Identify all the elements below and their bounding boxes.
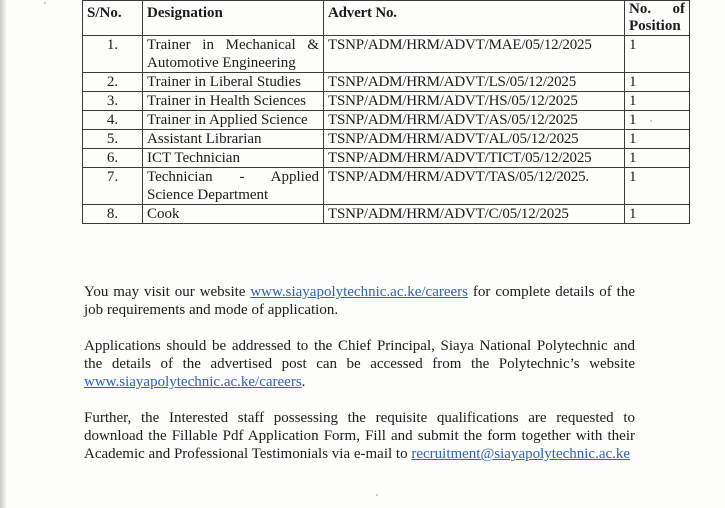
row-positions: 1	[625, 111, 690, 130]
careers-link[interactable]: www.siayapolytechnic.ac.ke/careers	[250, 284, 469, 300]
careers-link-2[interactable]: www.siayapolytechnic.ac.ke/careers	[84, 374, 302, 390]
table-row	[83, 205, 690, 224]
row-sno: 2.	[83, 73, 143, 92]
row-designation: Technician - Applied Science Department	[143, 168, 324, 205]
row-advert: TSNP/ADM/HRM/ADVT/TICT/05/12/2025	[324, 149, 625, 168]
row-advert: TSNP/ADM/HRM/ADVT/LS/05/12/2025	[324, 73, 625, 92]
header-sno: S/No.	[83, 1, 143, 36]
header-positions-position: Position	[629, 18, 681, 34]
header-positions-no: No.	[629, 1, 652, 17]
row-designation: Assistant Librarian	[143, 130, 324, 149]
paragraph-applications-text: Applications should be addressed to the Chief Principal, Siaya National Polytechnic and the details of the advertised post can be accessed from the Polytechnic’s website	[84, 338, 635, 372]
row-advert: TSNP/ADM/HRM/ADVT/MAE/05/12/2025	[324, 36, 625, 73]
scan-speck	[44, 2, 46, 4]
row-positions: 1	[625, 92, 690, 111]
header-advert-no: Advert No.	[324, 1, 625, 36]
recruitment-email-link[interactable]: recruitment@siayapolytechnic.ac.ke	[411, 446, 631, 462]
row-positions: 1	[625, 149, 690, 168]
row-positions: 1	[625, 205, 690, 224]
row-positions: 1	[625, 36, 690, 73]
table-row	[83, 149, 690, 168]
paragraph-applications	[84, 337, 635, 391]
vacancy-table	[82, 0, 690, 224]
scan-speck	[650, 120, 652, 122]
paragraph-website-text-end: for complete details of the job requirements and mode of application.	[84, 284, 635, 318]
body-text	[84, 283, 635, 481]
scan-speck	[376, 494, 378, 496]
row-designation: Trainer in Applied Science	[143, 111, 324, 130]
row-sno: 7.	[83, 168, 143, 205]
row-sno: 4.	[83, 111, 143, 130]
row-sno: 3.	[83, 92, 143, 111]
paragraph-submission-text: Further, the Interested staff possessing the requisite qualifications are requested to download the Fillable Pdf Application Form, Fill and submit the form together with their Academic and Professional Testimonials via e-mail to	[84, 410, 635, 462]
paragraph-submission	[84, 409, 635, 463]
header-positions	[625, 1, 690, 36]
paragraph-applications-end: .	[301, 374, 306, 390]
row-sno: 8.	[83, 205, 143, 224]
table-header-row	[83, 1, 690, 36]
row-advert: TSNP/ADM/HRM/ADVT/AS/05/12/2025	[324, 111, 625, 130]
row-designation: Trainer in Liberal Studies	[143, 73, 324, 92]
paragraph-website-text-start: You may visit our website	[84, 284, 251, 300]
header-designation: Designation	[143, 1, 324, 36]
row-positions: 1	[625, 130, 690, 149]
row-designation: Cook	[143, 205, 324, 224]
row-sno: 6.	[83, 149, 143, 168]
row-sno: 5.	[83, 130, 143, 149]
row-advert: TSNP/ADM/HRM/ADVT/TAS/05/12/2025.	[324, 168, 625, 205]
row-designation: ICT Technician	[143, 149, 324, 168]
row-advert: TSNP/ADM/HRM/ADVT/C/05/12/2025	[324, 205, 625, 224]
header-positions-of: of	[672, 1, 685, 17]
row-designation: Trainer in Health Sciences	[143, 92, 324, 111]
row-positions: 1	[625, 73, 690, 92]
table-row	[83, 36, 690, 73]
table-row	[83, 92, 690, 111]
row-designation: Trainer in Mechanical & Automotive Engineering	[143, 36, 324, 73]
table-row	[83, 111, 690, 130]
row-sno: 1.	[83, 36, 143, 73]
table-row	[83, 73, 690, 92]
row-advert: TSNP/ADM/HRM/ADVT/HS/05/12/2025	[324, 92, 625, 111]
table-row	[83, 168, 690, 205]
page-edge-shadow	[0, 0, 6, 508]
paragraph-website	[84, 283, 635, 319]
row-positions: 1	[625, 168, 690, 205]
table-row	[83, 130, 690, 149]
row-advert: TSNP/ADM/HRM/ADVT/AL/05/12/2025	[324, 130, 625, 149]
